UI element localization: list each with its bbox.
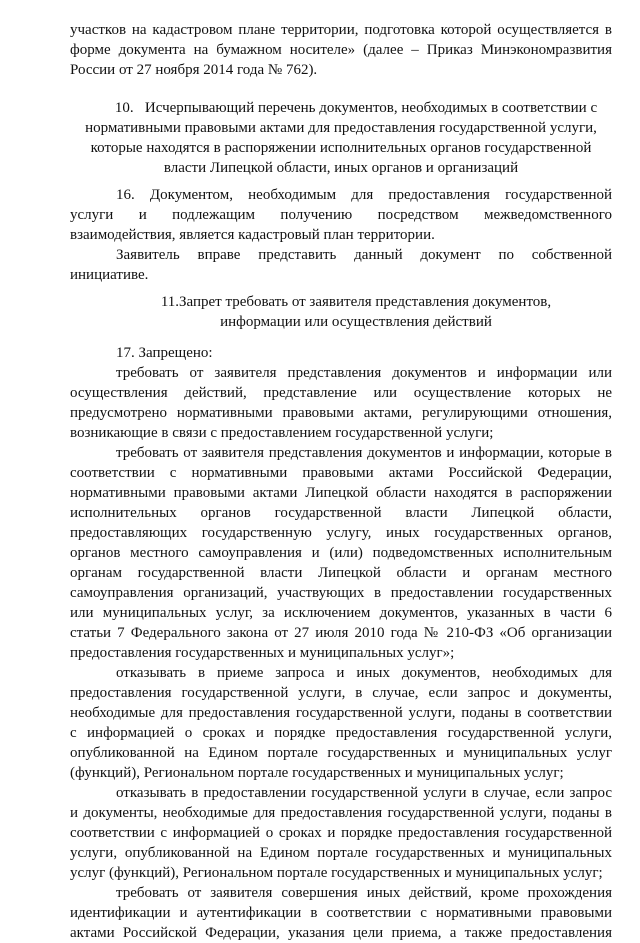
text-line: отказывать в приеме запроса и иных документов, необходимых для [116, 665, 612, 681]
text-line: соответствии с нормативными правовыми актами Российской Федерации, [70, 465, 612, 481]
text-line: взаимодействия, является кадастровый план территории. [70, 227, 435, 243]
text-line: предусмотрено нормативными правовыми актами, регулирующими отношения, [70, 405, 612, 421]
section-title-line: власти Липецкой области, иных органов и организаций [163, 160, 519, 176]
text-line: Заявитель вправе представить данный документ по собственной [116, 247, 612, 263]
section-number: 10. [114, 100, 134, 116]
section-title-line: 11.Запрет требовать от заявителя представления документов, [160, 294, 552, 310]
text-line: требовать от заявителя представления документов и информации или [116, 365, 612, 381]
text-line: статьи 7 Федерального закона от 27 июля 2010 года № 210-ФЗ «Об организации [70, 625, 612, 641]
top-paragraph [70, 20, 612, 80]
section-title-line: нормативными правовыми актами для предоставления государственной услуги, [85, 120, 597, 136]
text-line: требовать от заявителя представления документов и информации, которые в [116, 445, 612, 461]
text-line: требовать от заявителя совершения иных действий, кроме прохождения [116, 885, 612, 901]
text-line: опубликованной на Едином портале государственных и муниципальных услуг [70, 745, 612, 761]
section-11-heading [70, 292, 612, 332]
text-line: или муниципальных услуг, за исключением документов, указанных в части 6 [70, 605, 612, 621]
text-line: необходимые для предоставления государственной услуги, поданы в соответствии [70, 705, 612, 721]
text-line: соответствии с информацией о сроках и порядке предоставления государственной [70, 825, 612, 841]
section-title-line: информации или осуществления действий [220, 314, 492, 330]
text-line: предоставляющих государственную услугу, иных государственных органов, [70, 525, 612, 541]
text-line: инициативе. [70, 267, 149, 283]
text-line: самоуправления организаций, участвующих в предоставлении государственных [70, 585, 612, 601]
text-line: форме документа на бумажном носителе» (далее – Приказ Минэкономразвития [70, 42, 612, 58]
text-line: с информацией о сроках и порядке предоставления государственной услуги, [70, 725, 612, 741]
text-line: услуг (функций), Региональном портале государственных и муниципальных услуг; [70, 865, 603, 881]
text-line: предоставления государственных и муниципальных услуг»; [70, 645, 455, 661]
text-line: услуги, опубликованной на Едином портале государственных и муниципальных [70, 845, 612, 861]
text-line: идентификации и аутентификации в соответствии с нормативными правовыми [70, 905, 612, 921]
item-16 [70, 185, 612, 285]
text-line: России от 27 ноября 2014 года № 762). [70, 62, 318, 78]
section-title-text: Исчерпывающий перечень документов, необходимых в соответствии с [144, 100, 598, 116]
item-heading: 17. Запрещено: [116, 345, 213, 361]
text-line: осуществления действий, представление или осуществление которых не [70, 385, 612, 401]
text-line: возникающие в связи с предоставлением государственной услуги; [70, 425, 494, 441]
text-line: (функций), Региональном портале государственных и муниципальных услуг; [70, 765, 564, 781]
text-line: исполнительных органов государственной власти Липецкой области, [70, 505, 612, 521]
text-line: и документы, необходимые для предоставления государственной услуги, поданы в [70, 805, 612, 821]
text-line: органам государственной власти Липецкой области и органам местного [70, 565, 612, 581]
text-line: 16. Документом, необходимым для предоставления государственной [116, 187, 612, 203]
text-line: нормативными правовыми актами Липецкой области находятся в распоряжении [70, 485, 612, 501]
section-title-line: которые находятся в распоряжении исполнительных органов государственной [90, 140, 592, 156]
text-line: органов местного самоуправления и (или) подведомственных исполнительным [70, 545, 612, 561]
text-line: услуги и подлежащим получению посредством межведомственного [70, 207, 612, 223]
text-line: предоставления государственной услуги, в случае, если запрос и документы, [70, 685, 612, 701]
section-title-line [70, 98, 612, 118]
text-line: отказывать в предоставлении государственной услуги в случае, если запрос [116, 785, 612, 801]
text-line: участков на кадастровом плане территории, подготовка которой осуществляется в [70, 22, 612, 38]
section-10-heading [70, 98, 612, 178]
item-17 [70, 343, 612, 943]
text-line: актами Российской Федерации, указания цели приема, а также предоставления [70, 925, 612, 941]
